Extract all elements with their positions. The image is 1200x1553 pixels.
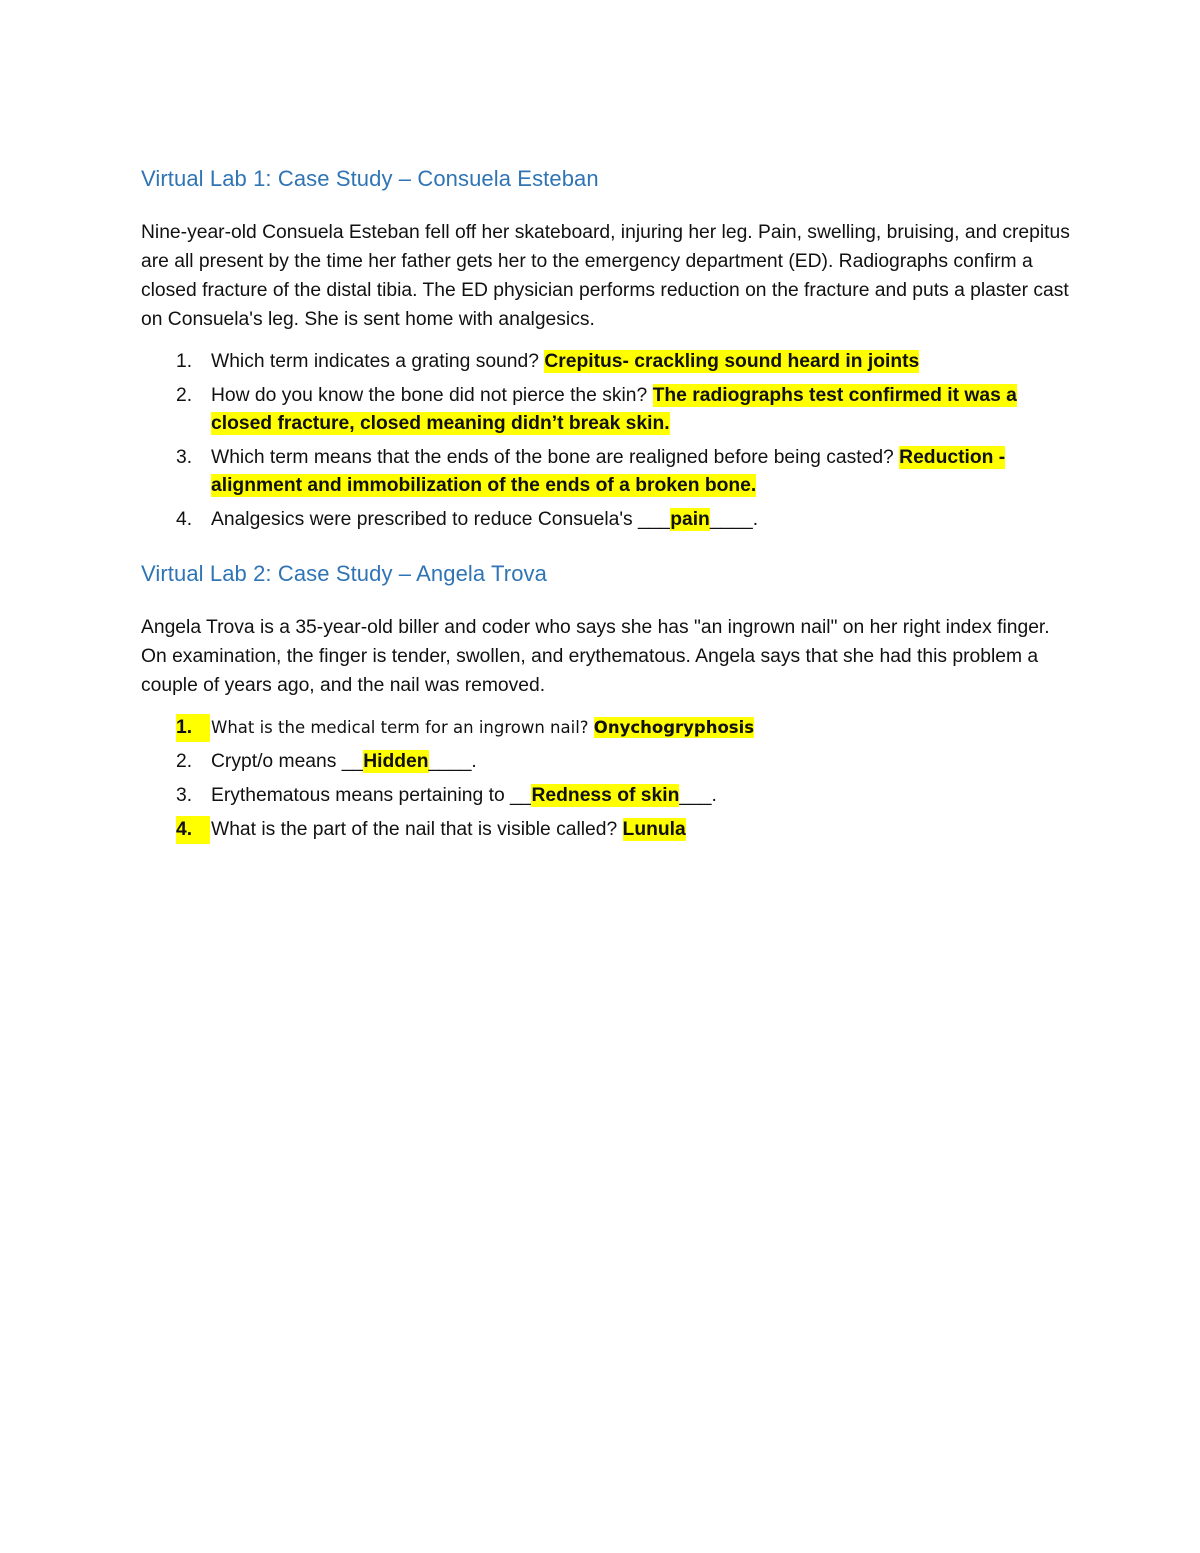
question-number: 4. [176,816,210,844]
question-number: 4. [176,509,193,530]
question-text: Which term indicates a grating sound? [211,351,545,372]
blank-before: __ [510,785,532,806]
answer-text: Hidden [363,751,429,772]
list-item [141,816,1071,844]
answer-text: The radiographs test confirmed it was a closed fracture, closed meaning didn’t break skin. [211,385,1017,434]
question-number: 1. [176,714,210,742]
lab1-title: Virtual Lab 1: Case Study – Consuela Esteban [141,166,599,191]
question-number: 3. [176,785,193,806]
list-item [141,348,1071,376]
list-item [141,506,1071,534]
question-number: 1. [176,351,193,372]
list-item [141,382,1071,438]
question-text: How do you know the bone did not pierce the skin? [211,385,653,406]
blank-after: ____. [428,751,477,772]
question-text: Analgesics were prescribed to reduce Consuela's [211,509,639,530]
blank-after: ____. [709,509,759,530]
list-item [141,714,1071,742]
answer-text: Crepitus- crackling sound heard in joints [544,351,920,372]
answer-text: pain [670,509,710,530]
list-item [141,782,1071,810]
lab2-title: Virtual Lab 2: Case Study – Angela Trova [141,561,547,586]
question-text: Which term means that the ends of the bone are realigned before being casted? [211,447,900,468]
question-number: 2. [176,751,193,772]
lab2-paragraph: Angela Trova is a 35-year-old biller and coder who says she has "an ingrown nail" on her right index finger. On examination, the finger is tender, swollen, and erythematous. Angela says that she had this problem a couple of years ago, and the nail was removed. [141,617,1050,696]
question-text: What is the part of the nail that is visible called? [211,819,623,840]
question-number: 3. [176,447,193,468]
list-item [141,444,1071,500]
lab1-paragraph: Nine-year-old Consuela Esteban fell off her skateboard, injuring her leg. Pain, swelling, bruising, and crepitus are all present by the time her father gets her to the emergency department (ED). Radiographs confirm a closed fracture of the distal tibia. The ED physician performs reduction on the fracture and puts a plaster cast on Consuela's leg. She is sent home with analgesics. [141,222,1070,330]
answer-text: Lunula [622,819,686,840]
answer-text: Redness of skin [531,785,680,806]
answer-text: Reduction - alignment and immobilization of the ends of a broken bone. [211,447,1006,496]
question-text: Crypt/o means [211,751,342,772]
question-text: Erythematous means pertaining to [211,785,511,806]
blank-before: ___ [638,509,671,530]
blank-before: __ [341,751,364,772]
question-text: What is the medical term for an ingrown nail? [211,718,594,737]
lab2-section [141,558,1071,844]
answer-text: Onychogryphosis [593,718,755,737]
blank-after: ___. [679,785,717,806]
lab1-section [141,163,1071,534]
question-number: 2. [176,385,193,406]
lab1-question-list [141,348,1071,534]
list-item [141,748,1071,776]
lab2-question-list [141,714,1071,844]
page-content [141,163,1071,868]
